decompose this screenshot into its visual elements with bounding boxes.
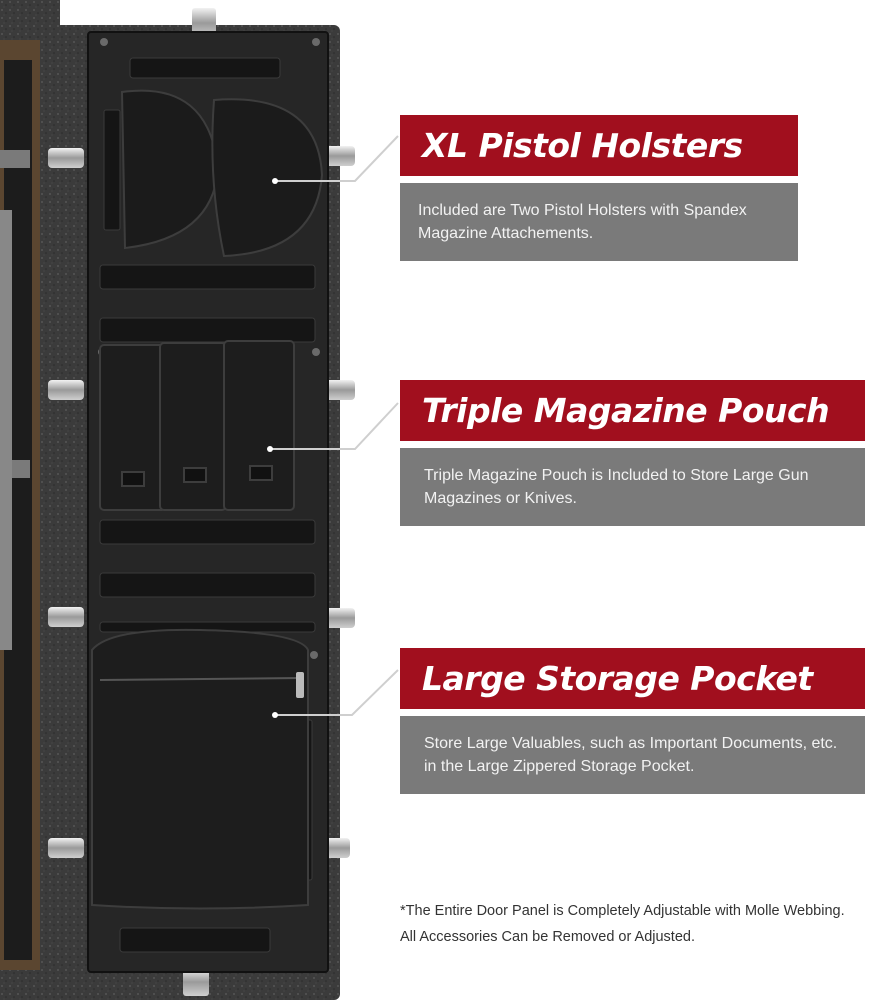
footnote-line-1: *The Entire Door Panel is Completely Adjustable with Molle Webbing. [400, 903, 845, 919]
feature-triple-magazine-pouch [400, 380, 830, 526]
feature-description: Included are Two Pistol Holsters with Spandex Magazine Attachements. [400, 183, 798, 261]
feature-xl-pistol-holsters [400, 115, 798, 261]
feature-description: Triple Magazine Pouch is Included to Store Large Gun Magazines or Knives. [400, 448, 865, 526]
feature-title: Triple Magazine Pouch [400, 380, 865, 441]
footnote [400, 898, 870, 950]
footnote-line-2: All Accessories Can be Removed or Adjusted. [400, 929, 695, 945]
feature-title: Large Storage Pocket [400, 648, 865, 709]
feature-large-storage-pocket [400, 648, 838, 794]
feature-description: Store Large Valuables, such as Important Documents, etc. in the Large Zippered Storage Pocket. [400, 716, 865, 794]
safe-door-photo [0, 0, 360, 1000]
pistol-holsters [122, 91, 322, 256]
large-storage-pocket [92, 630, 308, 909]
triple-magazine-pouch [100, 341, 294, 510]
feature-title: XL Pistol Holsters [400, 115, 798, 176]
